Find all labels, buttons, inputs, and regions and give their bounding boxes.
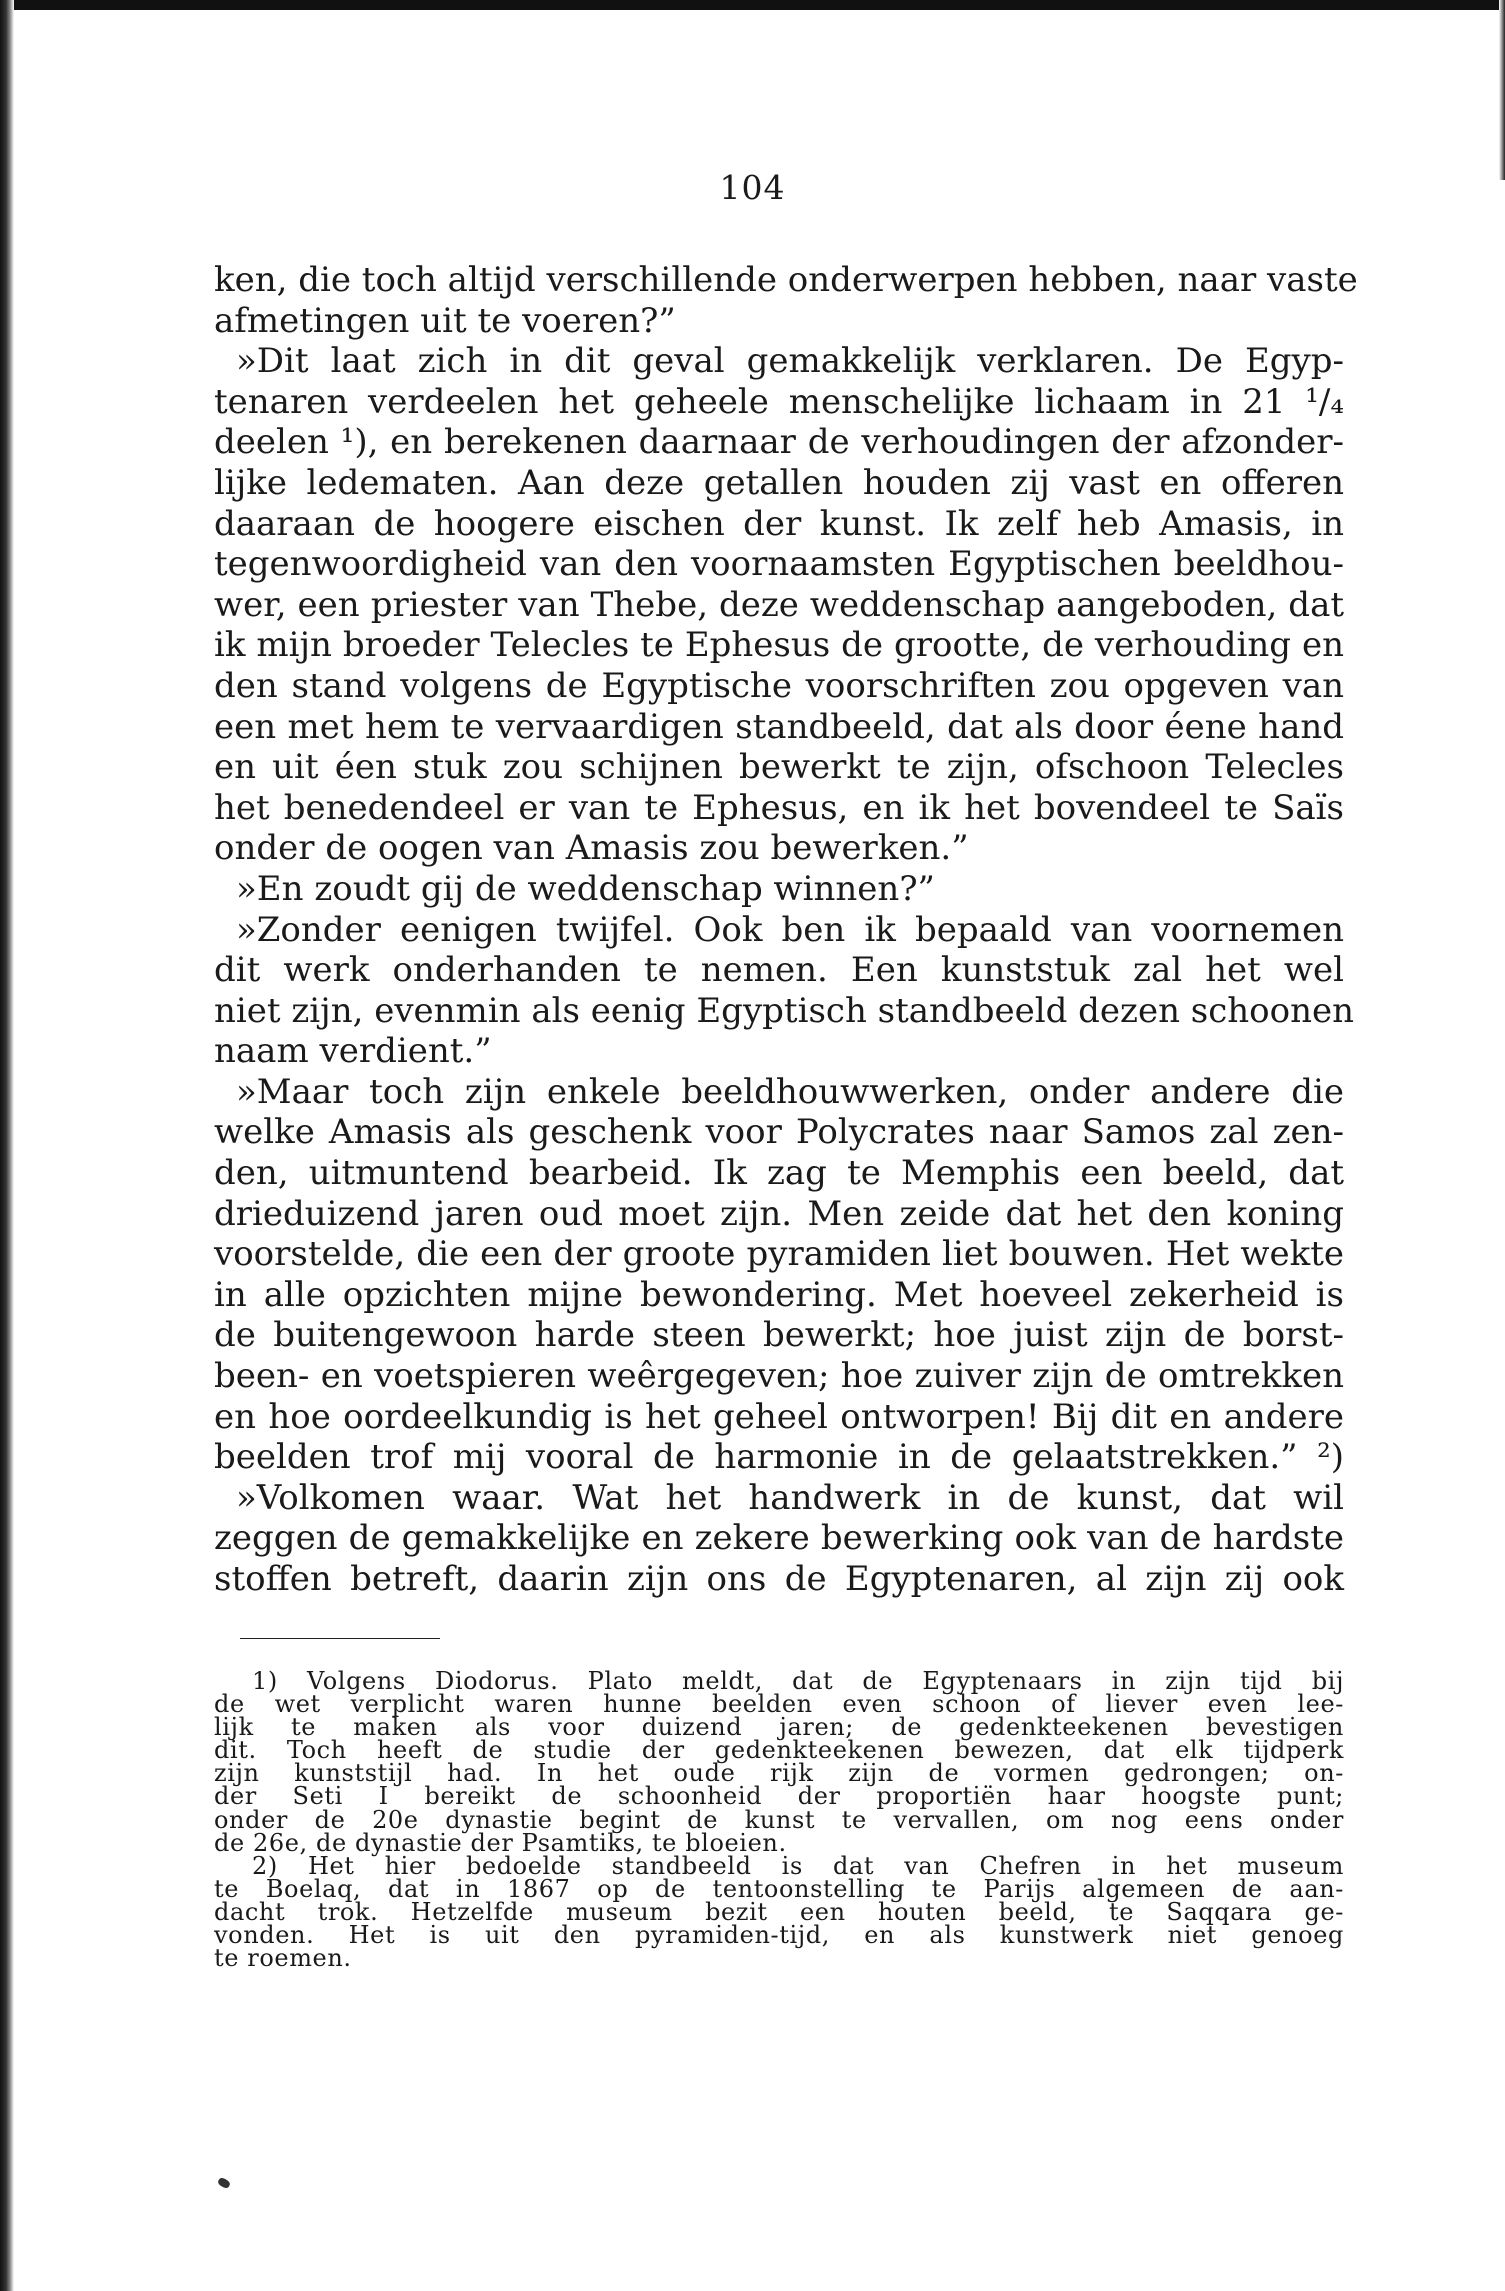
scan-edge-top	[0, 0, 1505, 10]
body-line: de buitengewoon harde steen bewerkt; hoe juist zijn de borst-	[214, 1315, 1344, 1356]
body-line: beelden trof mij vooral de harmonie in de gelaatstrekken.” ²)	[214, 1437, 1344, 1478]
body-line: naam verdient.”	[214, 1031, 492, 1072]
scan-edge-left	[0, 0, 14, 2291]
body-line: daaraan de hoogere eischen der kunst. Ik zelf heb Amasis, in	[214, 503, 1344, 544]
footnote-line: der Seti I bereikt de schoonheid der proportiën haar hoogste punt;	[214, 1782, 1344, 1811]
body-line: stoffen betreft, daarin zijn ons de Egyptenaren, al zijn zij ook	[214, 1559, 1344, 1599]
body-line: tenaren verdeelen het geheele menschelijke lichaam in 21 ¹/₄	[214, 381, 1344, 422]
body-line: den stand volgens de Egyptische voorschriften zou opgeven van	[214, 665, 1344, 706]
body-line: »Volkomen waar. Wat het handwerk in de kunst, dat wil	[236, 1477, 1344, 1518]
body-line: in alle opzichten mijne bewondering. Met hoeveel zekerheid is	[214, 1274, 1344, 1315]
footnotes	[214, 1667, 1344, 1973]
body-line: »Zonder eenigen twijfel. Ook ben ik bepaald van voornemen	[236, 909, 1344, 950]
body-line: been- en voetspieren weêrgegeven; hoe zuiver zijn de omtrekken	[214, 1356, 1344, 1397]
footnote-line: 1) Volgens Diodorus. Plato meldt, dat de Egyptenaars in zijn tijd bij	[252, 1667, 1344, 1695]
body-text	[214, 260, 1358, 1600]
body-line: zeggen de gemakkelijke en zekere bewerking ook van de hardste	[214, 1518, 1344, 1559]
body-line: een met hem te vervaardigen standbeeld, dat als door éene hand	[214, 706, 1344, 747]
body-line: drieduizend jaren oud moet zijn. Men zeide dat het den koning	[214, 1193, 1344, 1234]
body-line: onder de oogen van Amasis zou bewerken.”	[214, 828, 969, 869]
body-line: deelen ¹), en berekenen daarnaar de verhoudingen der afzonder-	[214, 422, 1344, 463]
footnote-line: vonden. Het is uit den pyramiden-tijd, en als kunstwerk niet genoeg	[214, 1921, 1344, 1950]
body-line: niet zijn, evenmin als eenig Egyptisch standbeeld dezen schoonen	[214, 990, 1355, 1031]
footnote-separator	[240, 1638, 440, 1639]
footnote-line: de 26e, de dynastie der Psamtiks, te bloeien.	[214, 1828, 787, 1857]
footnote-line: 2) Het hier bedoelde standbeeld is dat van Chefren in het museum	[252, 1851, 1344, 1880]
body-line: dit werk onderhanden te nemen. Een kunststuk zal het wel	[214, 950, 1344, 991]
body-line: voorstelde, die een der groote pyramiden liet bouwen. Het wekte	[214, 1234, 1344, 1275]
body-line: het benedendeel er van te Ephesus, en ik het bovendeel te Saïs	[214, 787, 1344, 828]
footnote-line: de wet verplicht waren hunne beelden even schoon of liever even lee-	[214, 1690, 1344, 1719]
body-line: lijke ledematen. Aan deze getallen houden zij vast en offeren	[214, 462, 1344, 503]
body-line: en uit éen stuk zou schijnen bewerkt te zijn, ofschoon Telecles	[214, 747, 1344, 788]
body-line: tegenwoordigheid van den voornaamsten Egyptischen beeldhou-	[214, 544, 1344, 585]
body-line: den, uitmuntend bearbeid. Ik zag te Memphis een beeld, dat	[214, 1153, 1344, 1194]
ink-speck	[217, 2177, 231, 2190]
body-line: ik mijn broeder Telecles te Ephesus de grootte, de verhouding en	[214, 625, 1344, 666]
footnote-line: te Boelaq, dat in 1867 op de tentoonstelling te Parijs algemeen de aan-	[214, 1874, 1344, 1903]
body-line: afmetingen uit te voeren?”	[214, 300, 676, 341]
body-line: »Maar toch zijn enkele beeldhouwwerken, onder andere die	[236, 1071, 1344, 1112]
body-line: wer, een priester van Thebe, deze weddenschap aangeboden, dat	[214, 584, 1344, 625]
body-line: welke Amasis als geschenk voor Polycrates naar Samos zal zen-	[214, 1112, 1344, 1153]
page-number: 104	[719, 168, 786, 207]
footnote-line: dacht trok. Hetzelfde museum bezit een houten beeld, te Saqqara ge-	[214, 1897, 1344, 1926]
footnote-line: dit. Toch heeft de studie der gedenkteekenen bewezen, dat elk tijdperk	[214, 1736, 1344, 1765]
footnote-line: lijk te maken als voor duizend jaren; de gedenkteekenen bevestigen	[214, 1713, 1344, 1742]
body-line: »Dit laat zich in dit geval gemakkelijk verklaren. De Egyp-	[236, 341, 1344, 382]
footnote-line: onder de 20e dynastie begint de kunst te vervallen, om nog eens onder	[214, 1805, 1344, 1834]
footnote-line: te roemen.	[214, 1944, 352, 1973]
scan-edge-right	[1499, 0, 1505, 180]
body-line: »En zoudt gij de weddenschap winnen?”	[236, 868, 935, 909]
body-line: ken, die toch altijd verschillende onderwerpen hebben, naar vaste	[214, 260, 1358, 300]
footnote-line: zijn kunststijl had. In het oude rijk zijn de vormen gedrongen; on-	[214, 1759, 1344, 1788]
body-line: en hoe oordeelkundig is het geheel ontworpen! Bij dit en andere	[214, 1396, 1344, 1437]
